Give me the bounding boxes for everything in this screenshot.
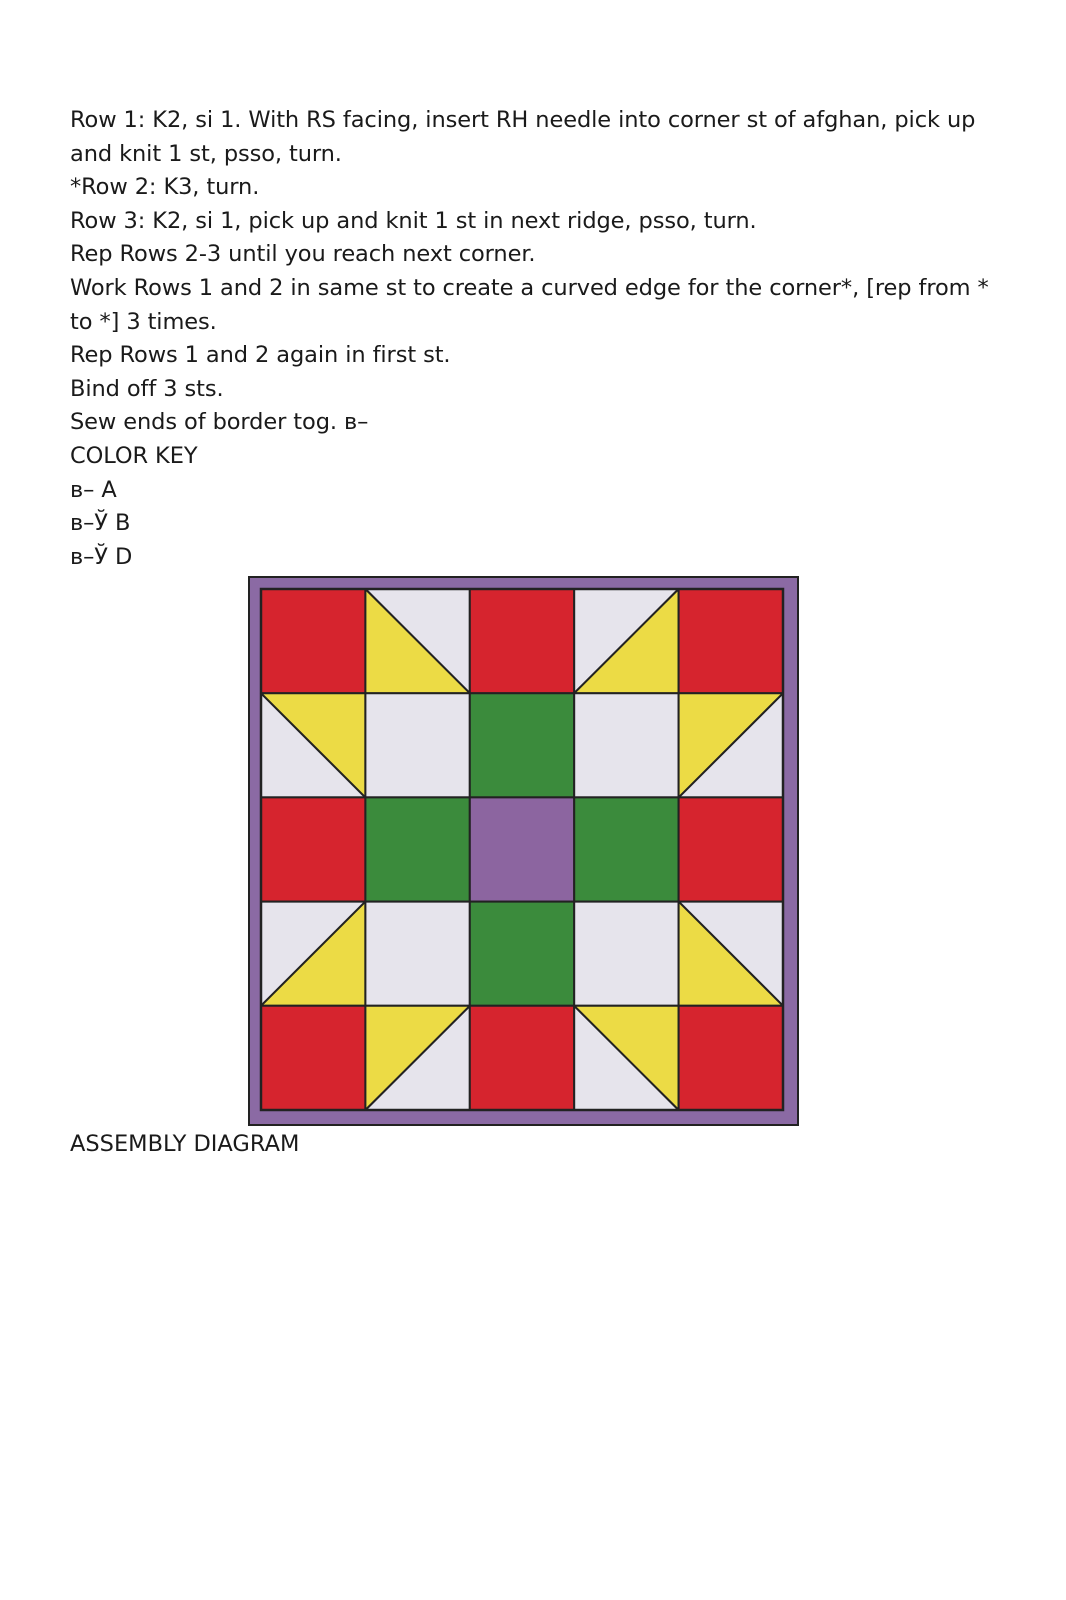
instruction-row-1: Row 1: K2, si 1. With RS facing, insert RH needle into corner st of afghan, pick up and knit 1 st, psso, turn. (70, 107, 983, 167)
quilt-cell-r2c2 (365, 693, 469, 797)
quilt-cell-r2c4 (574, 693, 678, 797)
quilt-cell-r1c3 (470, 589, 574, 693)
instruction-row-2: *Row 2: K3, turn. (70, 174, 260, 201)
diagram-cells (261, 589, 783, 1110)
instruction-corner: Work Rows 1 and 2 in same st to create a curved edge for the corner*, [rep from * to *] 3 times. (70, 274, 996, 335)
quilt-cell-r4c4 (574, 902, 678, 1006)
quilt-cell-r5c5 (679, 1006, 783, 1110)
quilt-cell-r3c4 (574, 797, 678, 901)
assembly-diagram (248, 576, 799, 1126)
quilt-cell-r4c2 (365, 902, 469, 1006)
instruction-rep-first: Rep Rows 1 and 2 again in first st. (70, 342, 451, 369)
quilt-cell-r3c2 (365, 797, 469, 901)
color-key-title: COLOR KEY (70, 442, 198, 469)
instruction-row-3: Row 3: K2, si 1, pick up and knit 1 st in next ridge, psso, turn. (70, 207, 757, 234)
color-key-item-b: в–Ў B (70, 510, 131, 537)
instruction-repeat: Rep Rows 2-3 until you reach next corner. (70, 241, 536, 268)
instructions-text (70, 104, 996, 574)
quilt-cell-r1c1 (261, 589, 365, 693)
quilt-cell-r3c3 (470, 797, 574, 901)
instruction-sew: Sew ends of border tog. в– (70, 409, 369, 436)
quilt-cell-r3c5 (679, 797, 783, 901)
quilt-cell-r1c5 (679, 589, 783, 693)
color-key-item-a: в– A (70, 476, 117, 503)
quilt-cell-r2c3 (470, 693, 574, 797)
quilt-cell-r4c3 (470, 902, 574, 1006)
diagram-caption: ASSEMBLY DIAGRAM (70, 1131, 300, 1157)
color-key-item-d: в–Ў D (70, 543, 133, 570)
quilt-cell-r5c1 (261, 1006, 365, 1110)
quilt-cell-r5c3 (470, 1006, 574, 1110)
quilt-cell-r3c1 (261, 797, 365, 901)
instruction-bind-off: Bind off 3 sts. (70, 375, 224, 402)
